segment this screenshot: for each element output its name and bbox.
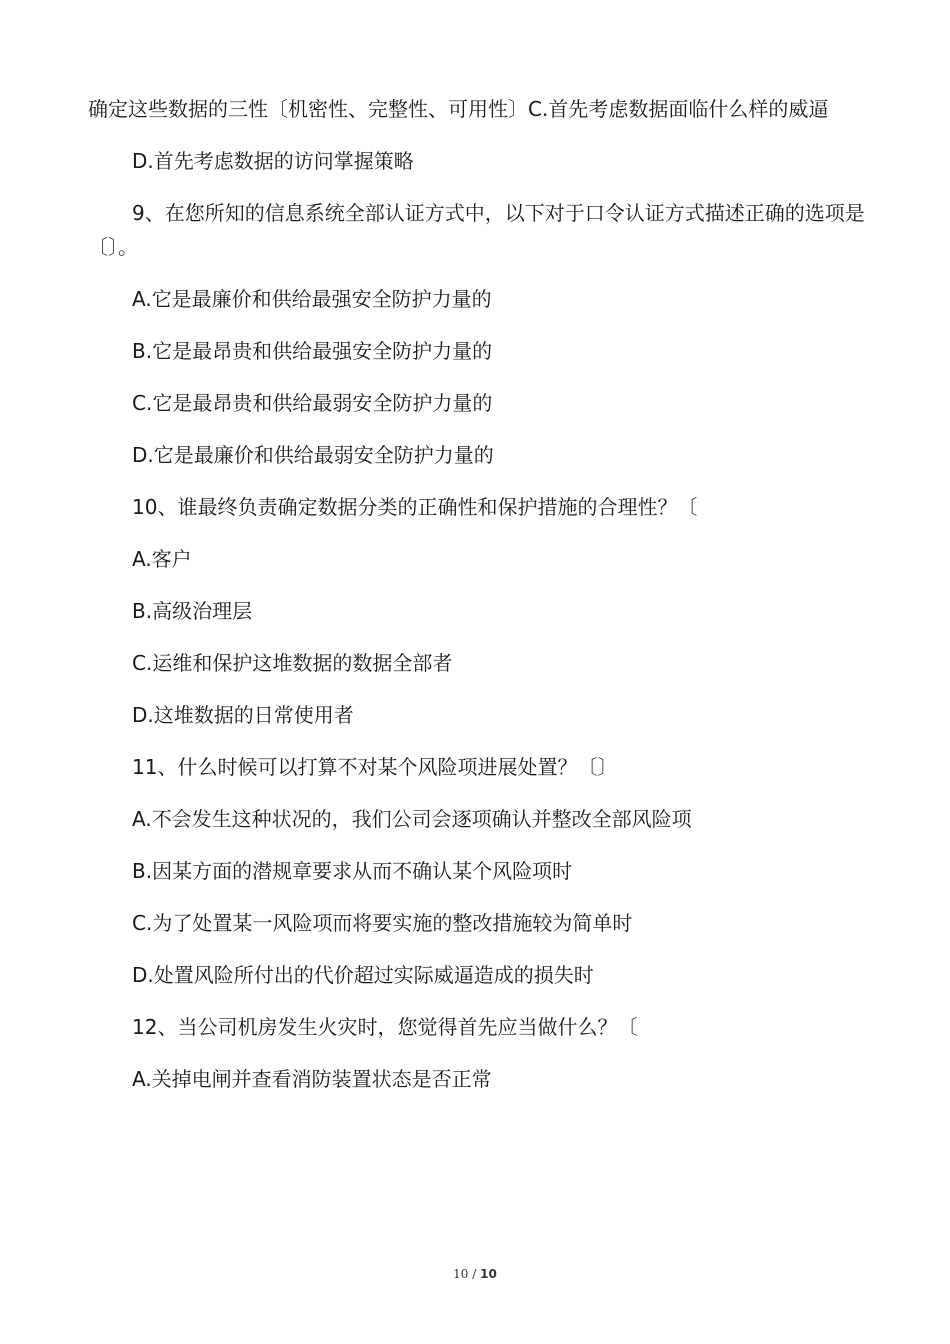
option-9d: D.它是最廉价和供给最弱安全防护力量的 (132, 443, 494, 467)
option-9b: B.它是最昂贵和供给最强安全防护力量的 (132, 339, 493, 363)
option-9a: A.它是最廉价和供给最强安全防护力量的 (132, 287, 492, 311)
page-current: 10 (453, 1267, 469, 1281)
option-10c: C.运维和保护这堆数据的数据全部者 (132, 651, 453, 675)
option-11b: B.因某方面的潜规章要求从而不确认某个风险项时 (132, 859, 573, 883)
question-10: 10、谁最终负责确定数据分类的正确性和保护措施的合理性？〔 (132, 495, 698, 519)
page-number (0, 1266, 950, 1282)
option-10b: B.高级治理层 (132, 599, 253, 623)
option-11c: C.为了处置某一风险项而将要实施的整改措施较为简单时 (132, 911, 633, 935)
question-9: 9、在您所知的信息系统全部认证方式中，以下对于口令认证方式描述正确的选项是〔〕。 (88, 201, 865, 259)
text-line-0: 确定这些数据的三性〔机密性、完整性、可用性〕C.首先考虑数据面临什么样的威逼 (88, 97, 829, 121)
page-separator: / (472, 1267, 477, 1281)
option-10a: A.客户 (132, 547, 192, 571)
question-12: 12、当公司机房发生火灾时，您觉得首先应当做什么？〔 (132, 1015, 638, 1039)
document-body (88, 92, 872, 1114)
option-9c: C.它是最昂贵和供给最弱安全防护力量的 (132, 391, 493, 415)
question-11: 11、什么时候可以打算不对某个风险项进展处置？〔〕 (132, 755, 618, 779)
option-11a: A.不会发生这种状况的，我们公司会逐项确认并整改全部风险项 (132, 807, 692, 831)
option-11d: D.处置风险所付出的代价超过实际威逼造成的损失时 (132, 963, 594, 987)
option-10d: D.这堆数据的日常使用者 (132, 703, 354, 727)
option-12a: A.关掉电闸并查看消防装置状态是否正常 (132, 1067, 492, 1091)
text-line-1: D.首先考虑数据的访问掌握策略 (132, 149, 414, 173)
page-total: 10 (480, 1267, 497, 1281)
